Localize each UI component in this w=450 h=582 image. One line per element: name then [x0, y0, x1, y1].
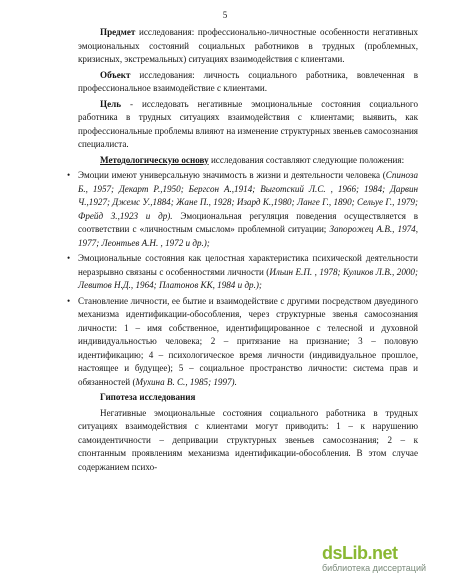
- subject-label: Предмет: [100, 27, 136, 37]
- subject-paragraph: [78, 26, 418, 67]
- list-item-mid: Эмоциональная регуляция поведения осуществляется в соответствии с «личностным смыслом» проблемной ситуации;: [78, 210, 418, 234]
- list-item-citation: Ильин Е.П. , 1978; Куликов Л.В., 2000; Левитов Н.Д., 1964; Платонов КК, 1984 и др.);: [78, 266, 418, 290]
- watermark-caption: библиотека диссертаций: [322, 563, 427, 573]
- list-item-lead: Становление личности, ее бытие и взаимодействие с другими посредством двуединого механизма идентификации-обособления, через структурные звенья самосознания личности: 1 – имя собственное, идентифицированное с телесной и духовной индивидуальностью человека; 2 – притязание на признание; 3 – половую идентификацию; 4 – психологическое время личности (индивидуальное прошлое, настоящее и будущее); 5 – социальное пространство личности: система прав и обязанностей (: [78, 295, 418, 387]
- methodology-label: Методологическую основу: [100, 154, 209, 165]
- dslib-logo: dsLib.net: [322, 543, 398, 563]
- goal-text: - исследовать негативные эмоциональные состояния социального работника в трудных ситуациях взаимодействия с клиентами; выявить, как профессиональные проблемы влияют на изменение структурных звеньев самосознания специалиста.: [78, 98, 418, 149]
- list-item-citation: Мухина В. С., 1985; 1997).: [135, 376, 237, 387]
- methodology-paragraph: [78, 154, 418, 168]
- hypothesis-title: Гипотеза исследования: [100, 392, 196, 402]
- list-item-citation: Спиноза Б., 1957; Декарт Р.,1950; Бергсон А.,1914; Выготский Л.С. , 1966; 1984; Дарвин Ч.,1927; Джемс У.,1884; Жане П., 1928; Изард К.,1980; Ланге Г., 1890; Сельye Г., 1979; Фрейд З.,1923 и др).: [78, 170, 418, 221]
- subject-text: исследования: профессионально-личностные особенности негативных эмоциональных состояний социальных работников в трудных (проблемных, кризисных, экстремальных) ситуациях взаимодействия с клиентами.: [78, 27, 418, 64]
- list-item: [67, 169, 418, 250]
- list-item-lead: Эмоции имеют универсальную значимость в жизни и деятельности человека (: [78, 170, 386, 180]
- watermark-logo: [322, 542, 442, 576]
- goal-paragraph: [78, 98, 418, 152]
- goal-label: Цель: [100, 98, 122, 109]
- list-item-citation-2: Запорожец А.В., 1974, 1977; Леонтьев А.Н. , 1972 и др.);: [78, 224, 418, 248]
- methodology-text: исследования составляют следующие положения:: [208, 154, 405, 165]
- object-text: исследования: личность социального работника, вовлеченная в профессиональное взаимодействие с клиентами.: [78, 69, 418, 93]
- methodology-list: [67, 169, 418, 389]
- document-body: [67, 26, 418, 476]
- list-item: [67, 252, 418, 293]
- page-number: 5: [222, 10, 228, 20]
- bullet-icon: •: [67, 170, 71, 180]
- bullet-icon: •: [67, 253, 71, 263]
- hypothesis-text: Негативные эмоциональные состояния социального работника в трудных ситуациях взаимодействия с клиентами могут приводить: 1 – к нарушению самоидентичности – депривации структурных звеньев самосознания; 2 – к спонтанным проявлениям механизма идентификации-обособления. В этом случае содержанием психо-: [78, 407, 418, 472]
- object-paragraph: [78, 69, 418, 96]
- bullet-icon: •: [67, 295, 71, 306]
- list-item: [67, 295, 418, 390]
- object-label: Объект: [100, 69, 131, 80]
- list-item-lead: Эмоциональные состояния как целостная характеристика психической деятельности неразрывно связаны с особенностями личности (: [78, 253, 418, 277]
